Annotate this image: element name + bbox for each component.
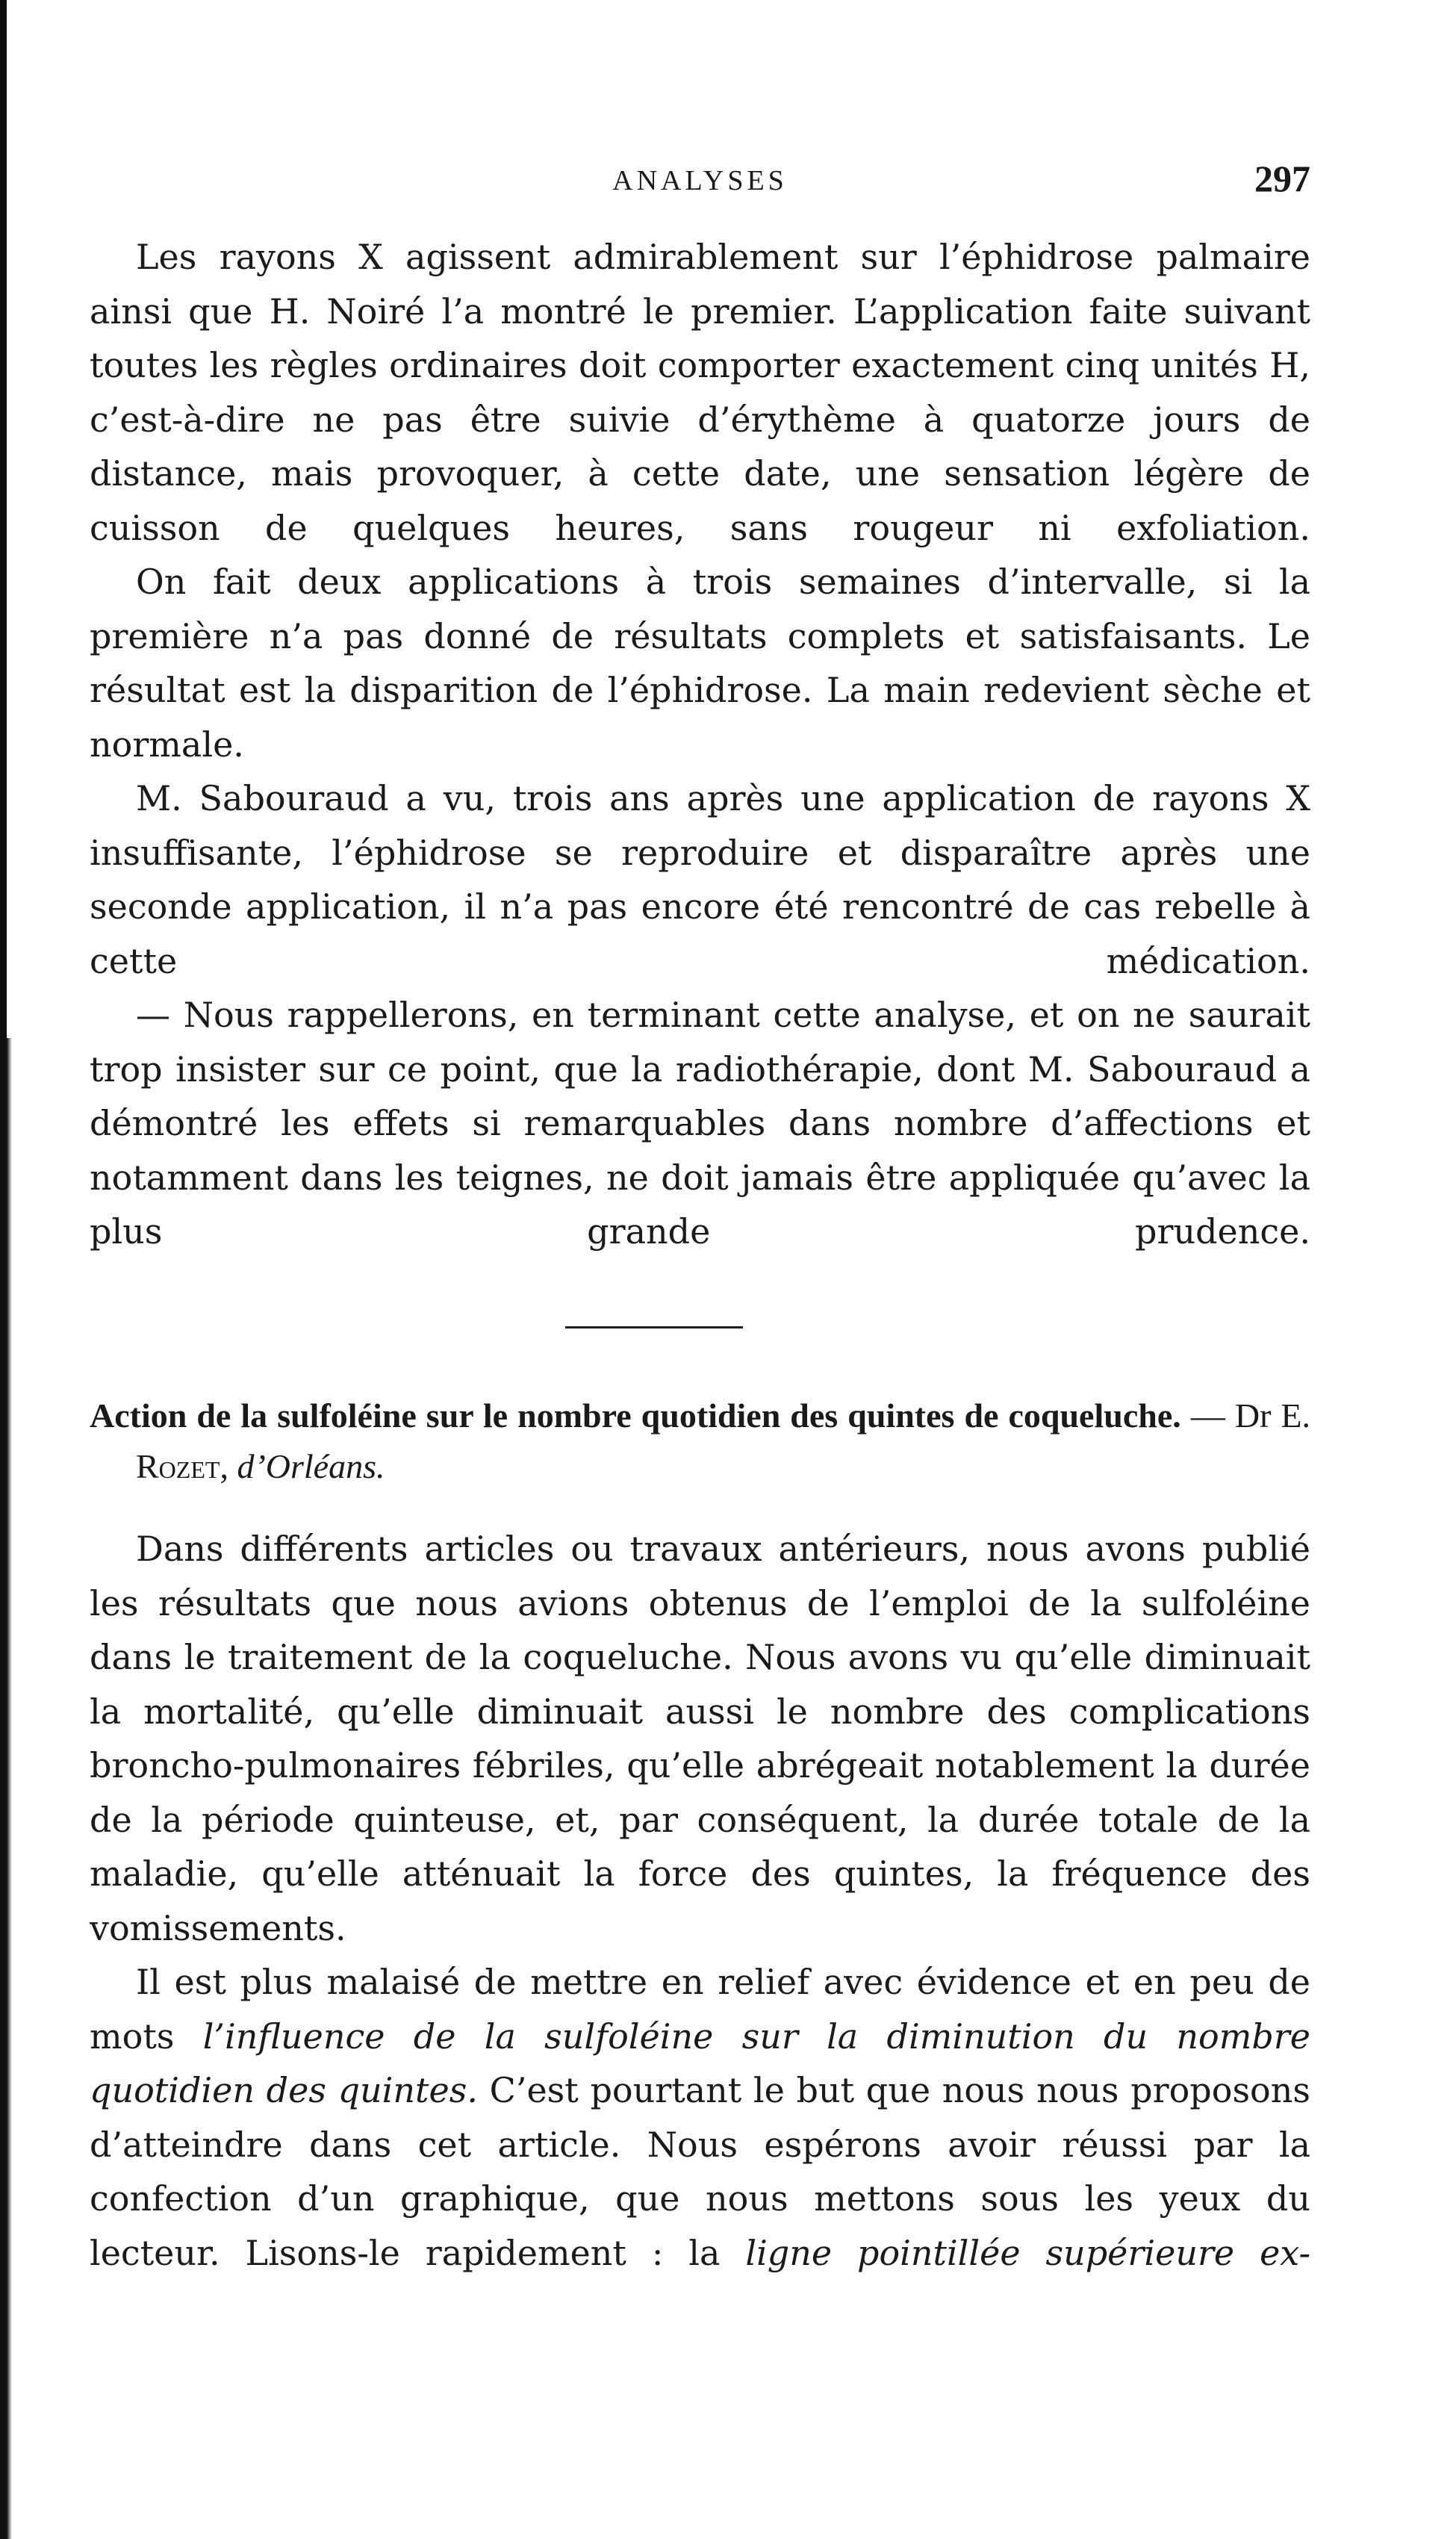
article-heading bbox=[90, 1390, 1310, 1492]
paragraph-text-before: Il est plus malaisé de mettre en relief avec évidence et en peu de mots bbox=[90, 1962, 1310, 2057]
paragraph-rayons-x bbox=[90, 230, 1310, 555]
page-number: 297 bbox=[1254, 158, 1310, 199]
article-title-line bbox=[90, 1390, 1310, 1492]
paragraph-text-italic-end: ligne pointillée supérieure ex- bbox=[745, 2232, 1310, 2273]
article-title: Action de la sulfoléine sur le nombre quotidien des quintes de coqueluche. bbox=[90, 1396, 1181, 1435]
paragraph-text: On fait deux applications à trois semaines d’intervalle, si la première n’a pas donné de résultats complets et satisfaisants. Le résultat est la disparition de l’éphidrose. La main redevient sèche et normale. bbox=[90, 562, 1310, 765]
paragraph-sulfoleine-results bbox=[90, 1522, 1310, 1955]
paragraph-prudence bbox=[90, 988, 1310, 1259]
paragraph-text: Les rayons X agissent admirablement sur l’éphidrose palmaire ainsi que H. Noiré l’a montré le premier. L’application faite suivant toutes les règles ordinaires doit comporter exactement cinq unités H, c’est-à-dire ne pas être suivie d’érythème à quatorze jours de distance, mais provoquer, à cette date, une sensation légère de cuisson de quelques heures, sans rougeur ni exfoliation. bbox=[90, 237, 1310, 548]
running-head bbox=[90, 157, 1310, 202]
paragraph-graphique bbox=[90, 1955, 1310, 2280]
paragraph-sabouraud bbox=[90, 771, 1310, 988]
paragraph-text-after: C’est pourtant le but que nous nous proposons d’atteindre dans cet article. Nous espérons avoir réussi par la confection d’un graphique, que nous mettons sous les yeux du lecteur. Lisons-le rapidement : la bbox=[90, 2070, 1310, 2273]
paragraph-applications bbox=[90, 555, 1310, 771]
author-place: d’Orléans. bbox=[237, 1447, 385, 1485]
section-divider bbox=[565, 1326, 743, 1328]
lower-section bbox=[90, 1522, 1310, 2280]
paragraph-text: M. Sabouraud a vu, trois ans après une application de rayons X insuffisante, l’éphidrose se reproduire et disparaître après une seconde application, il n’a pas encore été rencontré de cas rebelle à cette médication. bbox=[90, 778, 1310, 981]
page-scan-edge-lower bbox=[0, 1038, 13, 2539]
paragraph-text: Dans différents articles ou travaux antérieurs, nous avons publié les résultats que nous avions obtenus de l’emploi de la sulfoléine dans le traitement de la coqueluche. Nous avons vu qu’elle diminuait la mortalité, qu’elle diminuait aussi le nombre des complications broncho-pulmonaires fébriles, qu’elle abrégeait notablement la durée de la période quinteuse, et, par conséquent, la durée totale de la maladie, qu’elle atténuait la force des quintes, la fréquence des vomissements. bbox=[90, 1529, 1310, 1948]
author-prefix: — Dr E. bbox=[1190, 1396, 1311, 1435]
article-author: — Dr E. Rozet, d’Orléans. bbox=[136, 1396, 1311, 1485]
upper-section bbox=[90, 230, 1310, 1259]
author-name: Rozet bbox=[136, 1447, 220, 1485]
paragraph-text-italic: l’influence de la sulfoléine sur la diminution du nombre quotidien des quintes. bbox=[90, 2016, 1310, 2110]
paragraph-text: — Nous rappellerons, en terminant cette analyse, et on ne saurait trop insister sur ce point, que la radiothérapie, dont M. Sabouraud a démontré les effets si remarquables dans nombre d’affections et notamment dans les teignes, ne doit jamais être appliquée qu’avec la plus grande prudence. bbox=[90, 995, 1310, 1252]
running-title: ANALYSES bbox=[612, 165, 788, 196]
